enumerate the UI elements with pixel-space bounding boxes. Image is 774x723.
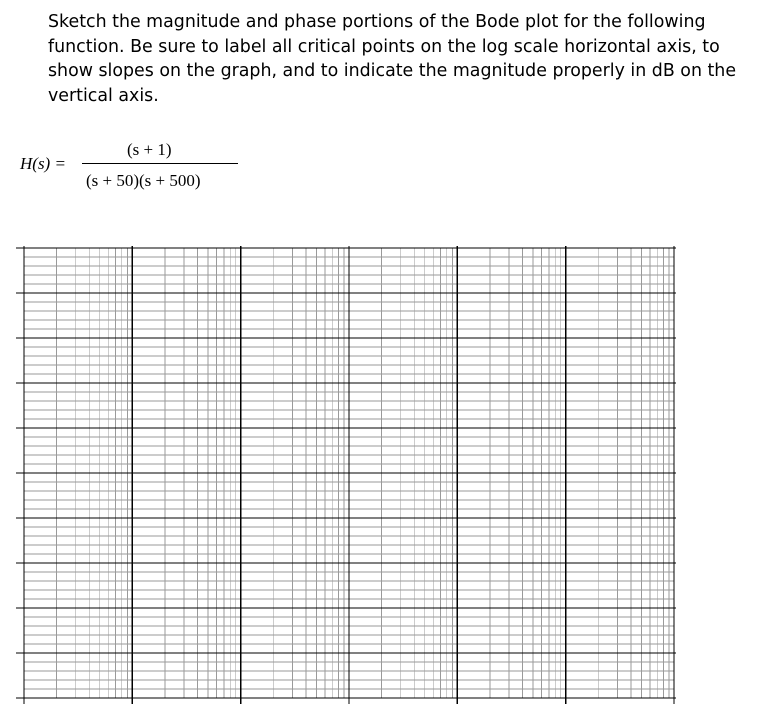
equation-lhs: H(s) = xyxy=(20,154,66,173)
fraction-bar xyxy=(82,163,238,164)
problem-instructions: Sketch the magnitude and phase portions of the Bode plot for the following function. Be sure to label all critical points on the log scale horizontal axis, to show slopes on the graph, and to indicate the magnitude properly in dB on the vertical axis. xyxy=(48,12,737,106)
equation-denominator: (s + 50)(s + 500) xyxy=(86,171,201,190)
semilog-graph-paper xyxy=(0,240,774,710)
equation-numerator: (s + 1) xyxy=(127,140,172,159)
